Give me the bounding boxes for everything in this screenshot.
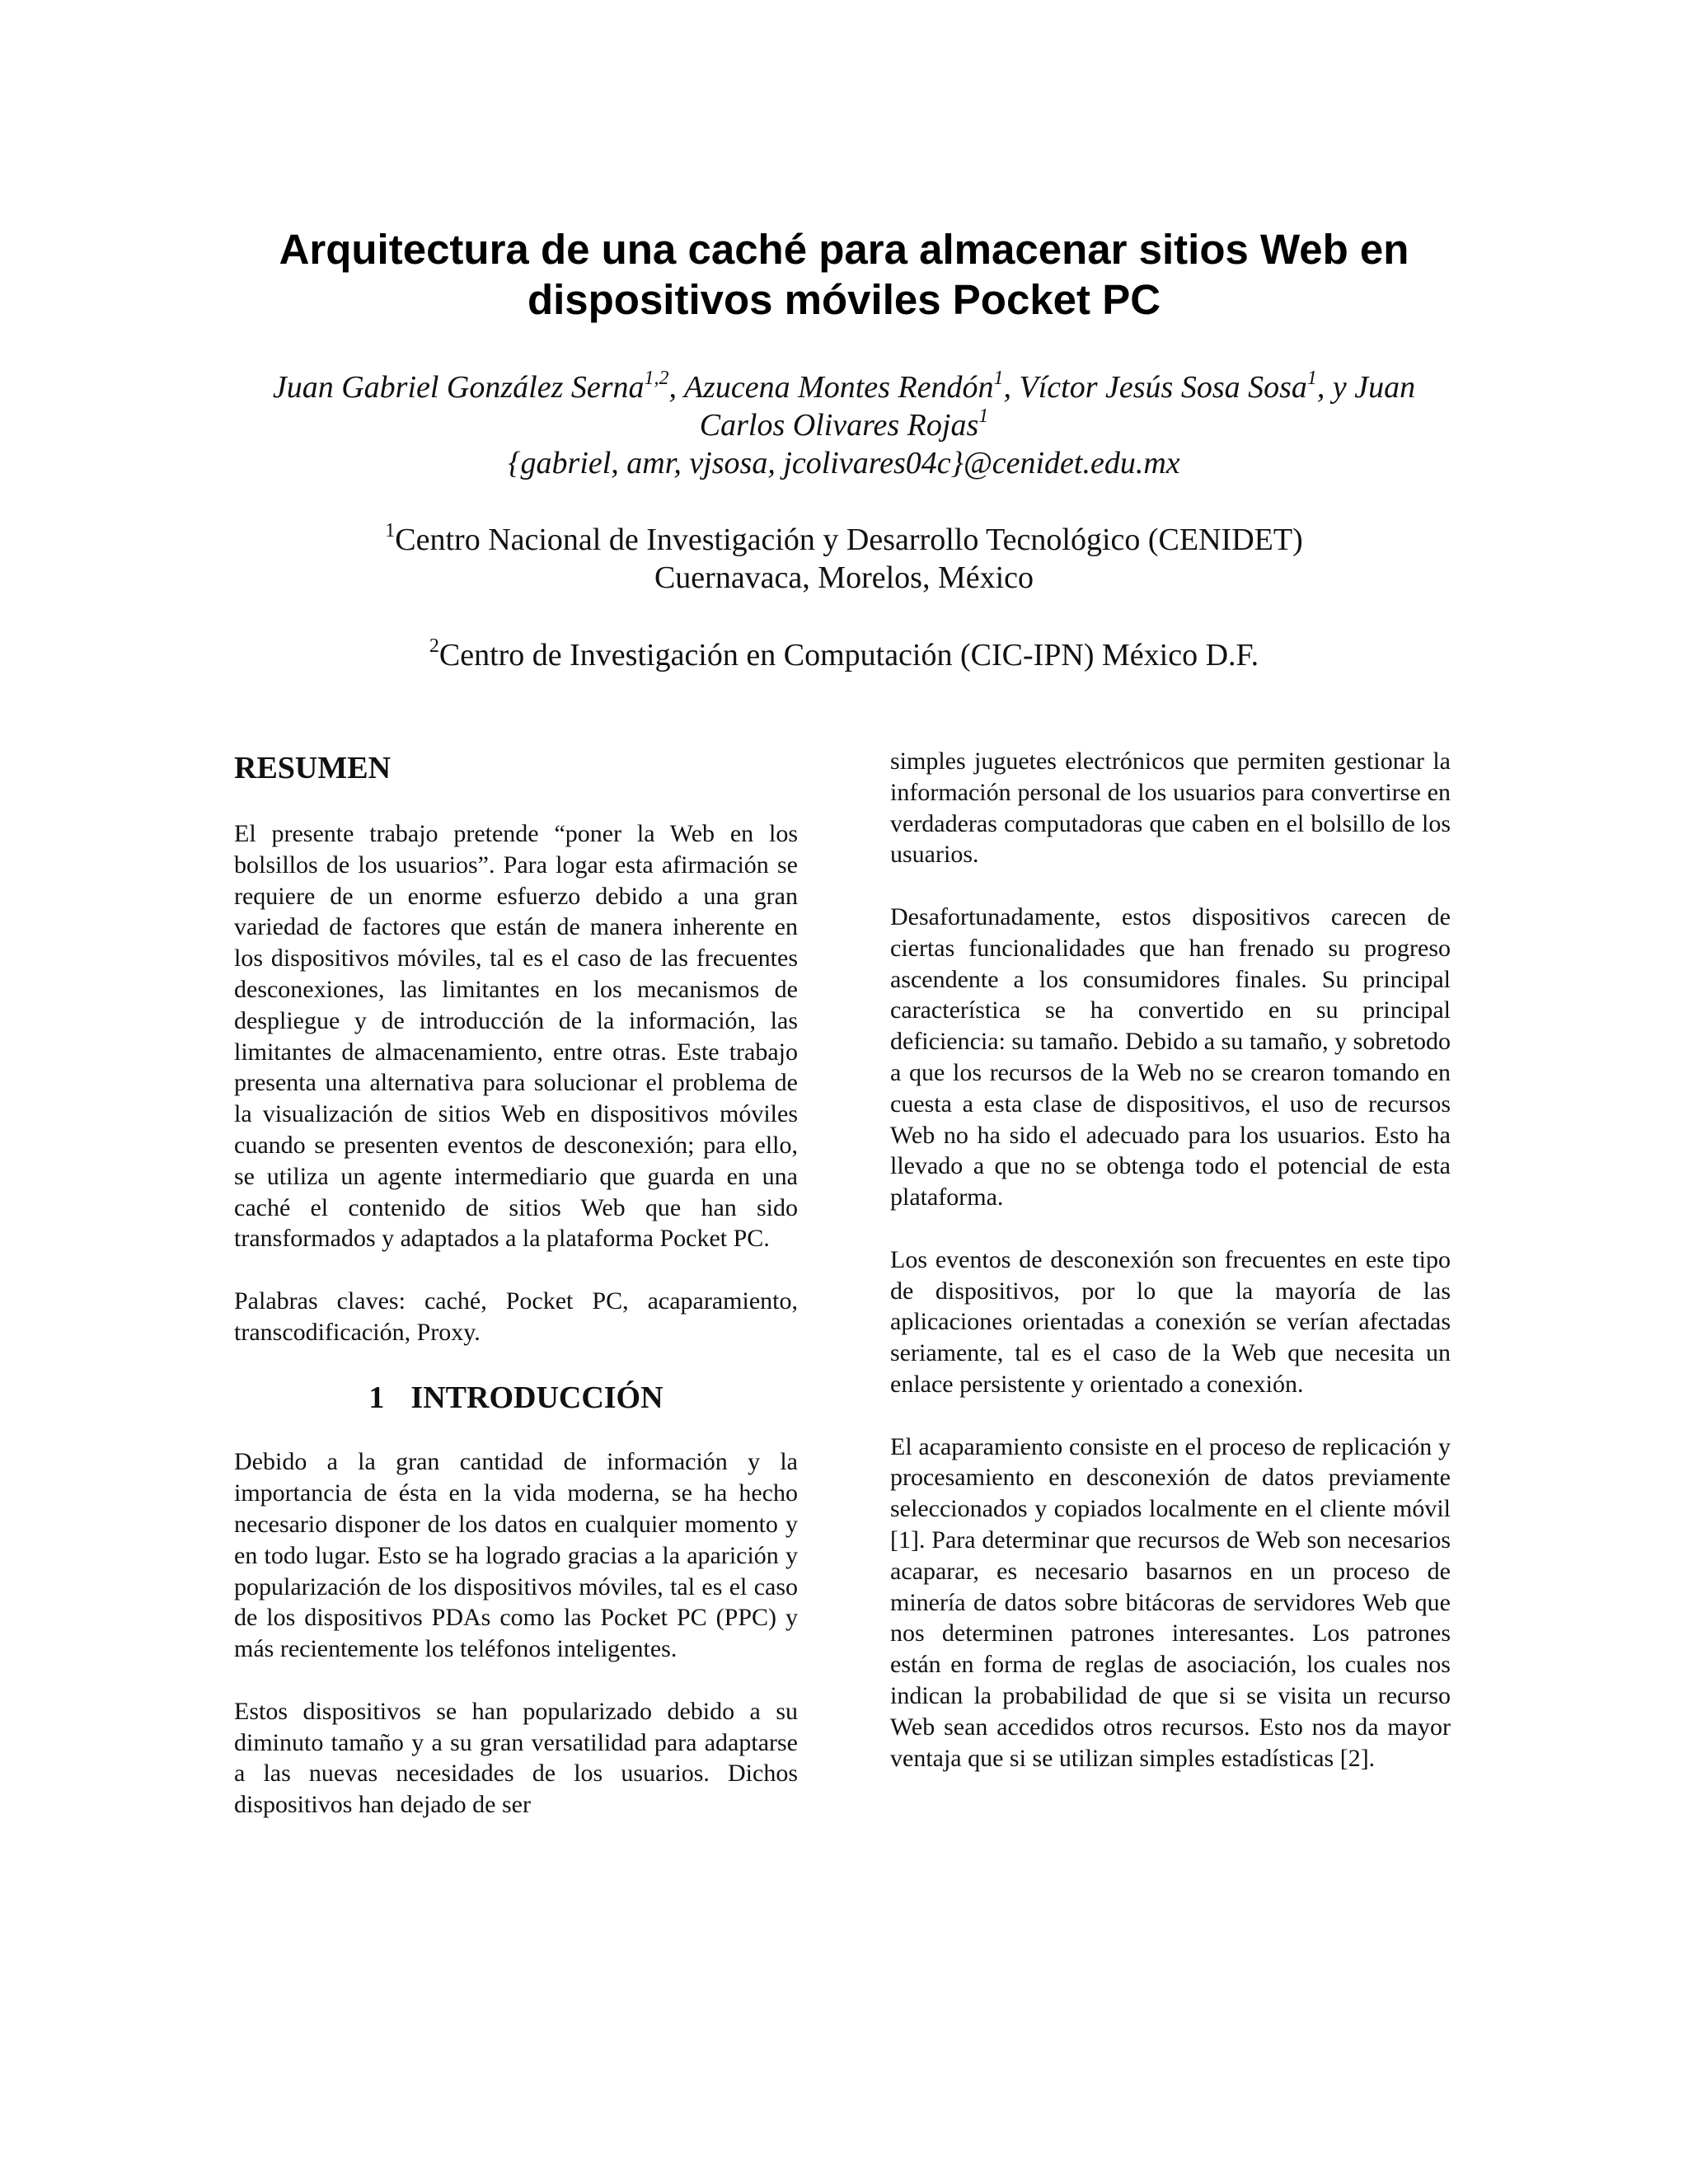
author-emails: {gabriel, amr, vjsosa, jcolivares04c}@cenidet.edu.mx	[508, 446, 1180, 480]
author-name: , y Juan	[1316, 370, 1416, 405]
paper-title	[165, 224, 1523, 325]
affiliation-2-line-1	[165, 636, 1523, 674]
affiliation-marker: 1	[993, 368, 1004, 390]
right-column	[890, 746, 1451, 1805]
intro-paragraph-2-continued: simples juguetes electrónicos que permiten gestionar la información personal de los usuarios para convertirse en verdaderas computadoras que caben en el bolsillo de los usuarios.	[890, 748, 1451, 869]
author-line-2	[214, 406, 1474, 444]
author-name: Carlos Olivares Rojas	[699, 408, 979, 443]
affiliation-marker: 1	[1306, 368, 1317, 390]
paper-title-line-1: Arquitectura de una caché para almacenar sitios Web en	[279, 226, 1409, 273]
author-name: Juan Gabriel González Serna	[272, 370, 645, 405]
intro-paragraph-5: El acaparamiento consiste en el proceso de replicación y procesamiento en desconexión de datos previamente seleccionados y copiados localmente en el cliente móvil [1]. Para determinar que recursos de Web son necesarios acaparar, es necesario basarnos en un proceso de minería de datos sobre bitácoras de servidores Web que nos determinen patrones interesantes. Los patrones están en forma de reglas de asociación, los cuales nos indican la probabilidad de que si se visita un recurso Web sean accedidos otros recursos. Esto nos da mayor ventaja que si se utilizan simples estadísticas [2].	[890, 1432, 1451, 1772]
intro-paragraph-1: Debido a la gran cantidad de información y la importancia de ésta en la vida moderna, se ha hecho necesario disponer de los datos en cualquier momento y en todo lugar. Esto se ha logrado gracias a la aparición y popularización de los dispositivos móviles, tal es el caso de los dispositivos PDAs como las Pocket PC (PPC) y más recientemente los teléfonos inteligentes.	[234, 1448, 798, 1663]
resumen-heading: RESUMEN	[234, 751, 392, 785]
paper-title-line-2: dispositivos móviles Pocket PC	[527, 276, 1161, 323]
affiliation-2	[165, 636, 1523, 674]
left-column	[234, 746, 798, 1852]
author-list	[214, 368, 1474, 482]
affiliation-marker: 1	[385, 520, 396, 542]
affiliation-1-line-1	[165, 521, 1523, 559]
affiliation-marker: 1,2	[644, 368, 669, 390]
introduccion-heading	[234, 1379, 798, 1417]
section-title: INTRODUCCIÓN	[410, 1380, 663, 1416]
intro-paragraph-4: Los eventos de desconexión son frecuentes en este tipo de dispositivos, por lo que la mayoría de las aplicaciones orientadas a conexión se verían afectadas seriamente, tal es el caso de la Web que necesita un enlace persistente y orientado a conexión.	[890, 1245, 1451, 1398]
resumen-paragraph: El presente trabajo pretende “poner la Web en los bolsillos de los usuarios”. Para logar esta afirmación se requiere de un enorme esfuerzo debido a una gran variedad de factores que están de manera inherente en los dispositivos móviles, tal es el caso de las frecuentes desconexiones, las limitantes en los mecanismos de despliegue y de introducción de la información, las limitantes de almacenamiento, entre otras. Este trabajo presenta una alternativa para solucionar el problema de la visualización de sitios Web en dispositivos móviles cuando se presenten eventos de desconexión; para ello, se utiliza un agente intermediario que guarda en una caché el contenido de sitios Web que han sido transformados y adaptados a la plataforma Pocket PC.	[234, 820, 798, 1253]
affiliation-marker: 1	[978, 405, 989, 428]
author-line-1	[214, 368, 1474, 406]
keywords-paragraph: Palabras claves: caché, Pocket PC, acaparamiento, transcodificación, Proxy.	[234, 1286, 798, 1346]
author-name: , Azucena Montes Rendón	[668, 370, 994, 405]
affiliation-1-name: Centro Nacional de Investigación y Desarrollo Tecnológico (CENIDET)	[395, 523, 1303, 557]
affiliation-1-line-2: Cuernavaca, Morelos, México	[654, 560, 1034, 595]
author-name: , Víctor Jesús Sosa Sosa	[1003, 370, 1307, 405]
affiliation-marker: 2	[429, 635, 439, 658]
intro-paragraph-2: Estos dispositivos se han popularizado debido a su diminuto tamaño y a su gran versatilidad para adaptarse a las nuevas necesidades de los usuarios. Dichos dispositivos han dejado de ser	[234, 1697, 798, 1819]
intro-paragraph-3: Desafortunadamente, estos dispositivos carecen de ciertas funcionalidades que han frenado su progreso ascendente a los consumidores finales. Su principal característica se ha convertido en su principal deficiencia: su tamaño. Debido a su tamaño, y sobretodo a que los recursos de la Web no se crearon tomando en cuesta a esta clase de dispositivos, el uso de recursos Web no ha sido el adecuado para los usuarios. Esto ha llevado a que no se obtenga todo el potencial de esta plataforma.	[890, 902, 1451, 1212]
affiliation-1	[165, 521, 1523, 597]
affiliation-2-name: Centro de Investigación en Computación (CIC-IPN) México D.F.	[438, 638, 1259, 673]
section-number: 1	[368, 1380, 385, 1416]
